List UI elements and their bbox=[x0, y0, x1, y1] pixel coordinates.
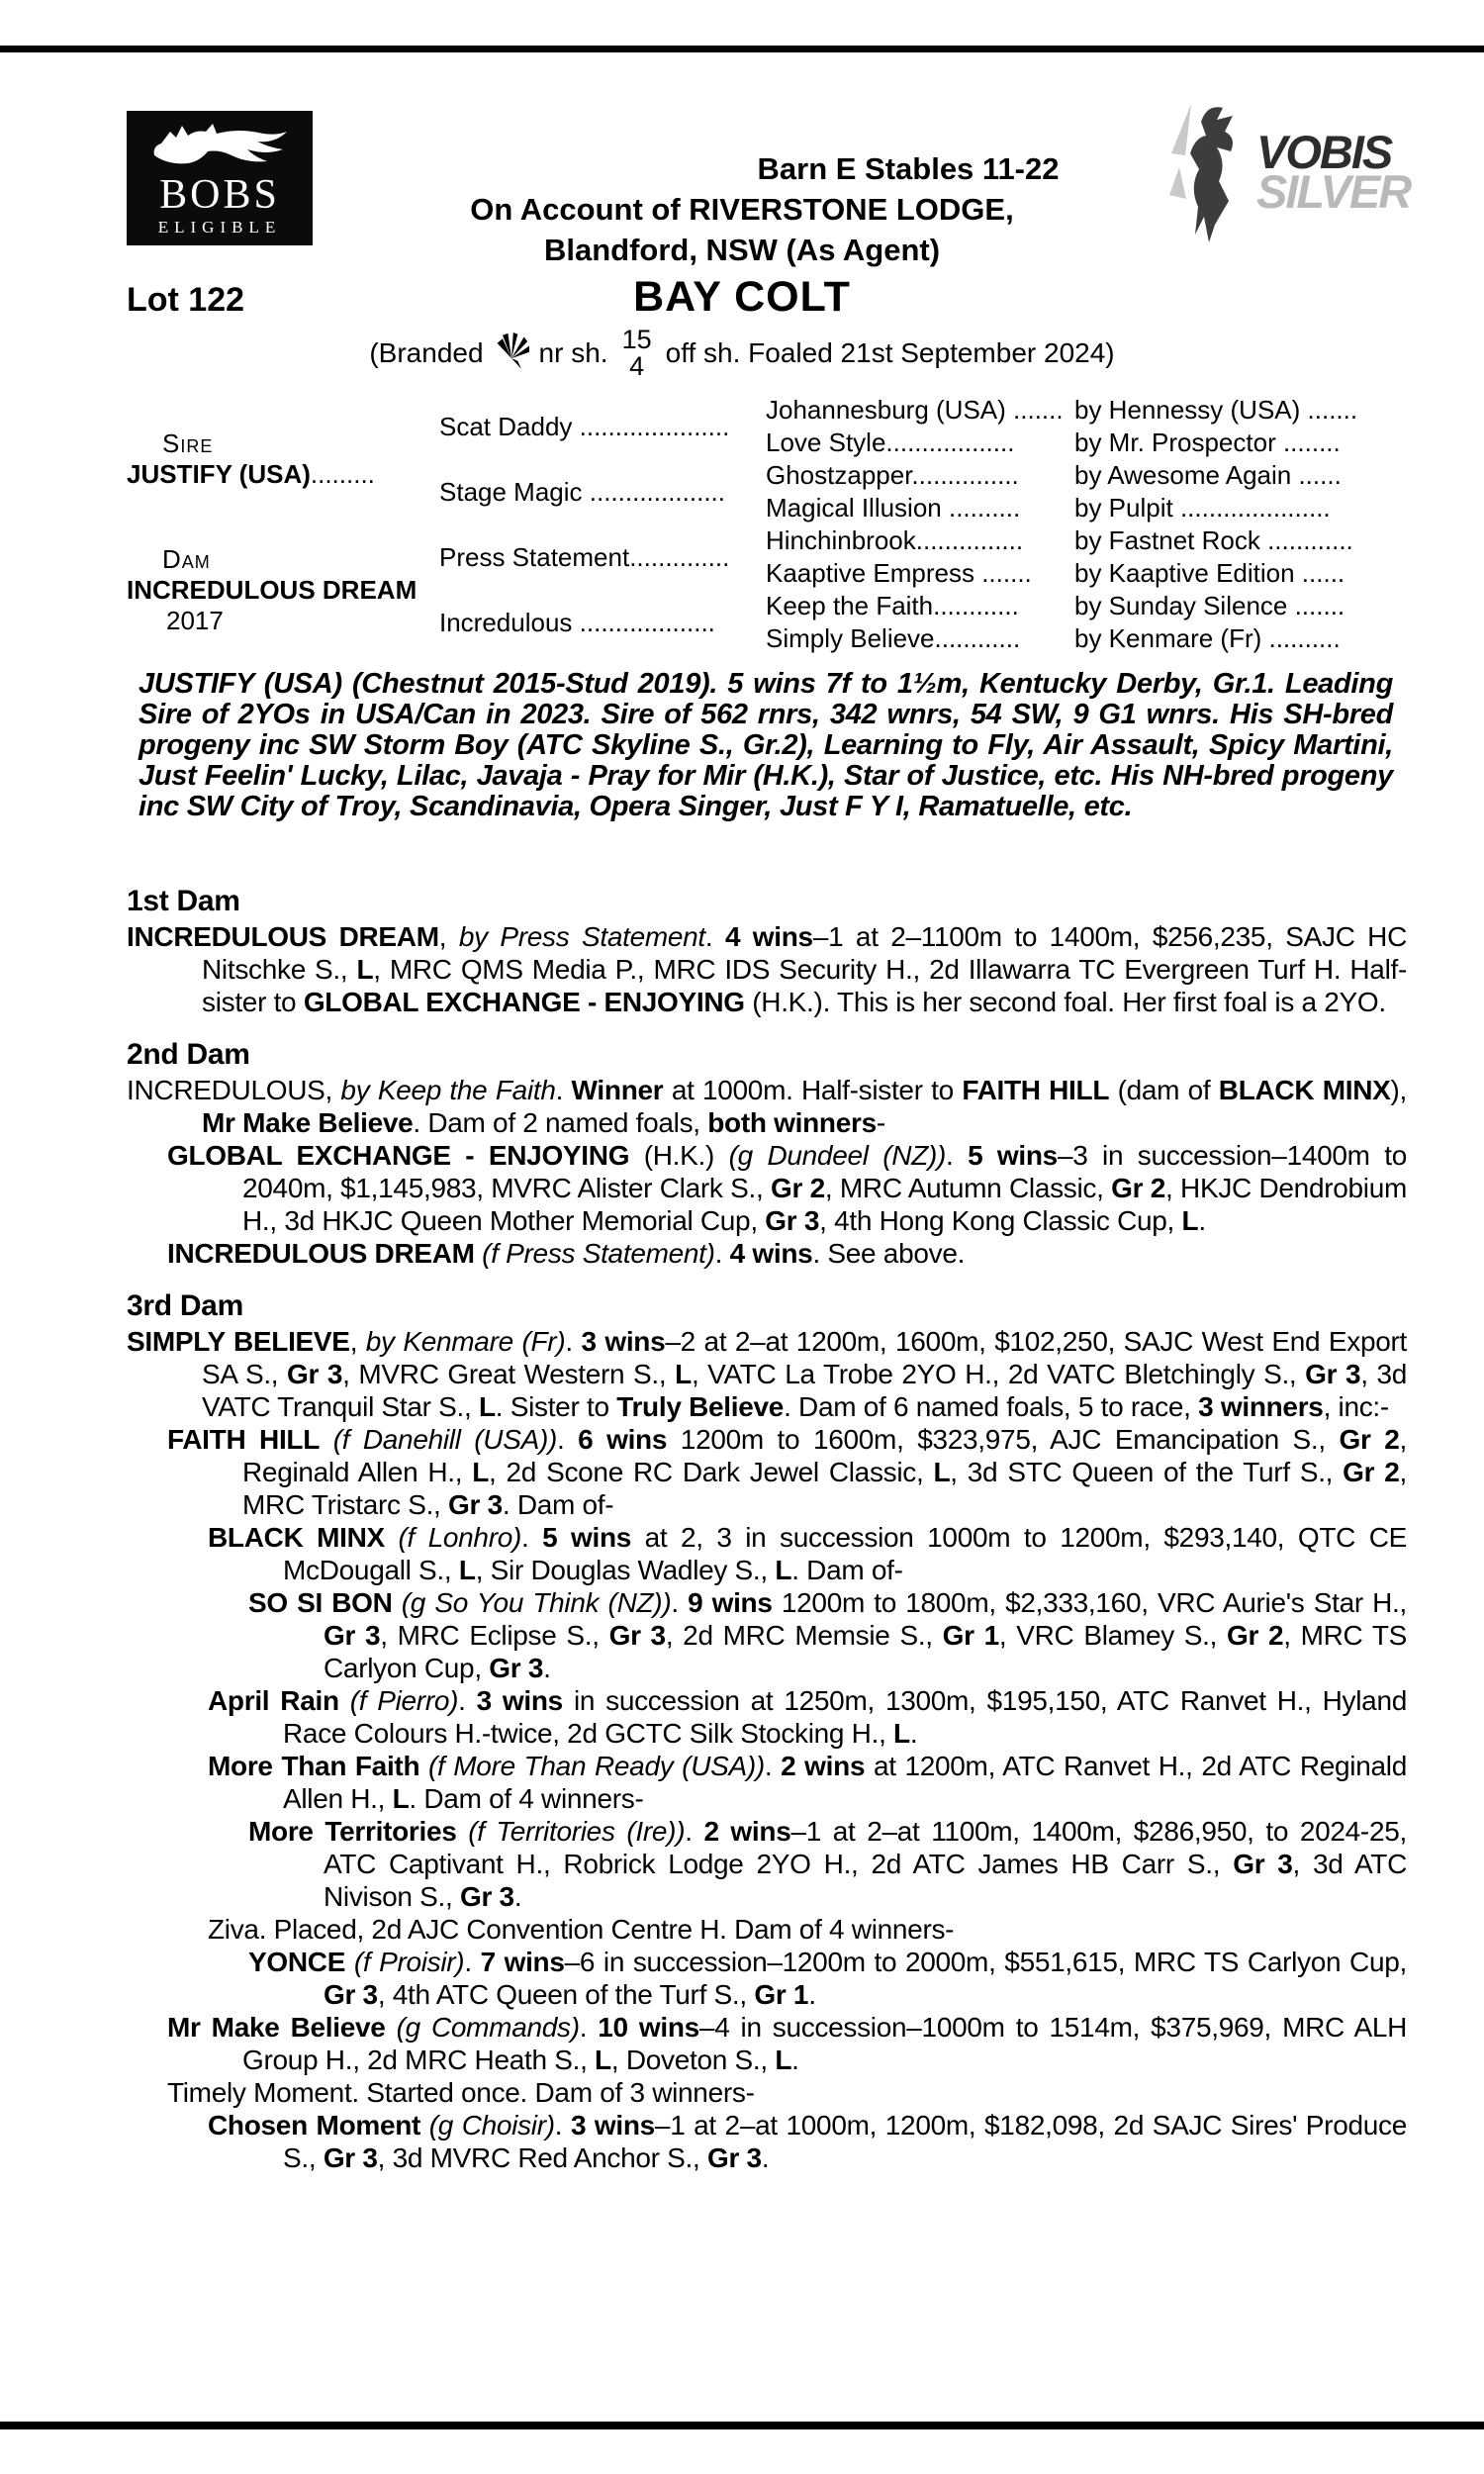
pedigree-greatgrandparent: Ghostzapper............... bbox=[766, 460, 1019, 490]
catalogue-entry: INCREDULOUS, by Keep the Faith. Winner at 1000m. Half-sister to FAITH HILL (dam of BLACK MINX), Mr Make Believe. Dam of 2 named foals, both winners- bbox=[127, 1075, 1408, 1138]
dam-name: INCREDULOUS DREAM bbox=[127, 575, 417, 605]
pedigree-by-sire: by Pulpit ..................... bbox=[1074, 493, 1331, 523]
vobis-word: VOBIS bbox=[1256, 126, 1392, 178]
pedigree-section bbox=[127, 885, 1407, 1018]
lot-number: Lot 122 bbox=[127, 281, 245, 319]
bottom-rule bbox=[0, 2422, 1484, 2429]
catalogue-entry: INCREDULOUS DREAM (f Press Statement). 4 wins. See above. bbox=[167, 1238, 966, 1269]
pedigree-col-grandparents bbox=[439, 394, 766, 655]
catalogue-entry: More Than Faith (f More Than Ready (USA)). 2 wins at 1200m, ATC Ranvet H., 2d ATC Reginald Allen H., L. Dam of 4 winners- bbox=[208, 1751, 1407, 1814]
section-heading: 2nd Dam bbox=[127, 1038, 250, 1071]
branded-suffix: off sh. Foaled 21st September 2024) bbox=[665, 337, 1115, 368]
brand-fraction bbox=[618, 327, 656, 380]
horse-jockey-icon bbox=[1169, 96, 1252, 249]
pedigree-grandparent: Incredulous ................... bbox=[439, 607, 715, 637]
dam-sections bbox=[127, 885, 1407, 2174]
pedigree-by-sire: by Hennessy (USA) ....... bbox=[1074, 395, 1358, 425]
brand-fraction-top: 15 bbox=[621, 325, 652, 354]
pedigree-by-sire: by Fastnet Rock ............ bbox=[1074, 525, 1353, 555]
catalogue-entry: SIMPLY BELIEVE, by Kenmare (Fr). 3 wins–2 at 2–at 1200m, 1600m, $102,250, SAJC West End Export SA S., Gr 3, MVRC Great Western S., L, VATC La Trobe 2YO H., 2d VATC Bletchingly S., Gr 3, 3d VATC Tranquil Star S., L. Sister to Truly Believe. Dam of 6 named foals, 5 to race, 3 winners, inc:- bbox=[127, 1326, 1408, 1422]
catalogue-entry: INCREDULOUS DREAM, by Press Statement. 4 wins–1 at 2–1100m to 1400m, $256,235, SAJC HC Nitschke S., L, MRC QMS Media P., MRC IDS Security H., 2d Illawarra TC Evergreen Turf H. Half-sister to GLOBAL EXCHANGE - ENJOYING (H.K.). This is her second foal. Her first foal is a 2YO. bbox=[127, 921, 1408, 1017]
pedigree-col-parents bbox=[127, 394, 439, 655]
catalogue-entry: Chosen Moment (g Choisir). 3 wins–1 at 2–at 1000m, 1200m, $182,098, 2d SAJC Sires' Produce S., Gr 3, 3d MVRC Red Anchor S., Gr 3. bbox=[208, 2110, 1408, 2173]
vobis-logo-text bbox=[1256, 126, 1411, 218]
sire-blurb: JUSTIFY (USA) (Chestnut 2015-Stud 2019). 5 wins 7f to 1½m, Kentucky Derby, Gr.1. Leading Sire of 2YOs in USA/Can in 2023. Sire of 562 rnrs, 342 wnrs, 54 SW, 9 G1 wnrs. His SH-bred progeny inc SW Storm Boy (ATC Skyline S., Gr.2), Learning to Fly, Air Assault, Spicy Martini, Just Feelin' Lucky, Lilac, Javaja - Pray for Mir (H.K.), Star of Justice, etc. His NH-bred progeny inc SW City of Troy, Scandinavia, Opera Singer, Just F Y I, Ramatuelle, etc. bbox=[139, 668, 1393, 822]
pedigree-grandparent: Stage Magic ................... bbox=[439, 476, 725, 507]
pedigree-by-sire: by Kaaptive Edition ...... bbox=[1074, 558, 1345, 588]
bobs-logo-word: BOBS bbox=[159, 171, 280, 218]
catalogue-entry: GLOBAL EXCHANGE - ENJOYING (H.K.) (g Dundeel (NZ)). 5 wins–3 in succession–1400m to 2040m, $1,145,983, MVRC Alister Clark S., Gr 2, MRC Autumn Classic, Gr 2, HKJC Dendrobium H., 3d HKJC Queen Mother Memorial Cup, Gr 3, 4th Hong Kong Classic Cup, L. bbox=[167, 1140, 1408, 1236]
pedigree-greatgrandparent: Hinchinbrook............... bbox=[766, 525, 1024, 555]
pedigree-grandparent: Press Statement.............. bbox=[439, 541, 730, 572]
branded-mid: nr sh. bbox=[538, 337, 608, 368]
pedigree-greatgrandparent: Keep the Faith............ bbox=[766, 591, 1019, 620]
sire-label: Sire bbox=[162, 428, 214, 458]
pedigree-greatgrandparent: Love Style.................. bbox=[766, 428, 1015, 457]
catalogue-entry: YONCE (f Proisir). 7 wins–6 in succession–1200m to 2000m, $551,615, MRC TS Carlyon Cup, Gr 3, 4th ATC Queen of the Turf S., Gr 1. bbox=[248, 1947, 1407, 2010]
pedigree-by-sire: by Awesome Again ...... bbox=[1074, 460, 1342, 490]
catalogue-entry: FAITH HILL (f Danehill (USA)). 6 wins 1200m to 1600m, $323,975, AJC Emancipation S., Gr 2, Reginald Allen H., L, 2d Scone RC Dark Jewel Classic, L, 3d STC Queen of the Turf S., Gr 2, MRC Tristarc S., Gr 3. Dam of- bbox=[167, 1424, 1407, 1520]
dam-label: Dam bbox=[162, 544, 211, 574]
pedigree-by-sire: by Kenmare (Fr) .......... bbox=[1074, 623, 1341, 653]
location-line: Blandford, NSW (As Agent) bbox=[543, 233, 941, 267]
pedigree-section bbox=[127, 1289, 1407, 2174]
pedigree-section bbox=[127, 1038, 1407, 1270]
barn-line: Barn E Stables 11-22 bbox=[757, 151, 1060, 186]
pedigree-grandparent: Scat Daddy ..................... bbox=[439, 411, 730, 441]
pedigree-by-sire: by Mr. Prospector ........ bbox=[1074, 428, 1341, 457]
bobs-logo-subword: ELIGIBLE bbox=[157, 217, 282, 237]
pedigree-greatgrandparent: Kaaptive Empress ....... bbox=[766, 558, 1032, 588]
branded-line bbox=[0, 327, 1484, 380]
account-line: On Account of RIVERSTONE LODGE, bbox=[470, 192, 1014, 227]
catalogue-entry: SO SI BON (g So You Think (NZ)). 9 wins 1200m to 1800m, $2,333,160, VRC Aurie's Star H., Gr 3, MRC Eclipse S., Gr 3, 2d MRC Memsie S., Gr 1, VRC Blamey S., Gr 2, MRC TS Carlyon Cup, Gr 3. bbox=[248, 1587, 1408, 1683]
page-title: BAY COLT bbox=[633, 273, 851, 321]
branded-prefix: (Branded bbox=[369, 337, 484, 368]
section-heading: 3rd Dam bbox=[127, 1289, 243, 1322]
sire-name: JUSTIFY (USA)......... bbox=[127, 459, 375, 489]
dam-block bbox=[127, 524, 439, 655]
brand-fraction-bottom: 4 bbox=[629, 351, 645, 381]
catalogue-entry: BLACK MINX (f Lonhro). 5 wins at 2, 3 in succession 1000m to 1200m, $293,140, QTC CE McDougall S., L, Sir Douglas Wadley S., L. Dam of- bbox=[208, 1522, 1407, 1585]
silver-word: SILVER bbox=[1256, 165, 1411, 218]
brand-mark-icon bbox=[494, 332, 529, 376]
pedigree-greatgrandparent: Magical Illusion .......... bbox=[766, 493, 1021, 523]
catalogue-entry: Ziva. Placed, 2d AJC Convention Centre H. Dam of 4 winners- bbox=[208, 1914, 955, 1945]
catalogue-entry: More Territories (f Territories (Ire)). 2 wins–1 at 2–at 1100m, 1400m, $286,950, to 2024-25, ATC Captivant H., Robrick Lodge 2YO H., 2d ATC James HB Carr S., Gr 3, 3d ATC Nivison S., Gr 3. bbox=[248, 1816, 1407, 1912]
pedigree-table bbox=[127, 394, 1413, 655]
dam-year: 2017 bbox=[166, 606, 224, 635]
catalogue-entry: Timely Moment. Started once. Dam of 3 winners- bbox=[167, 2077, 755, 2108]
top-rule bbox=[0, 46, 1484, 52]
pedigree-greatgrandparent: Simply Believe............ bbox=[766, 623, 1021, 653]
sire-block bbox=[127, 394, 439, 524]
catalogue-entry: Mr Make Believe (g Commands). 10 wins–4 in succession–1000m to 1514m, $375,969, MRC ALH Group H., 2d MRC Heath S., L, Doveton S., L. bbox=[167, 2012, 1408, 2075]
pedigree-by-sire: by Sunday Silence ....... bbox=[1074, 591, 1345, 620]
section-heading: 1st Dam bbox=[127, 885, 240, 917]
vobis-silver-logo bbox=[1169, 97, 1417, 247]
catalogue-entry: April Rain (f Pierro). 3 wins in succession at 1250m, 1300m, $195,150, ATC Ranvet H., Hyland Race Colours H.-twice, 2d GCTC Silk Stocking H., L. bbox=[208, 1685, 1407, 1749]
pedigree-col-greatgrandparents bbox=[766, 394, 1074, 655]
pedigree-col-by-sires bbox=[1074, 394, 1413, 655]
pedigree-greatgrandparent: Johannesburg (USA) ....... bbox=[766, 395, 1064, 425]
